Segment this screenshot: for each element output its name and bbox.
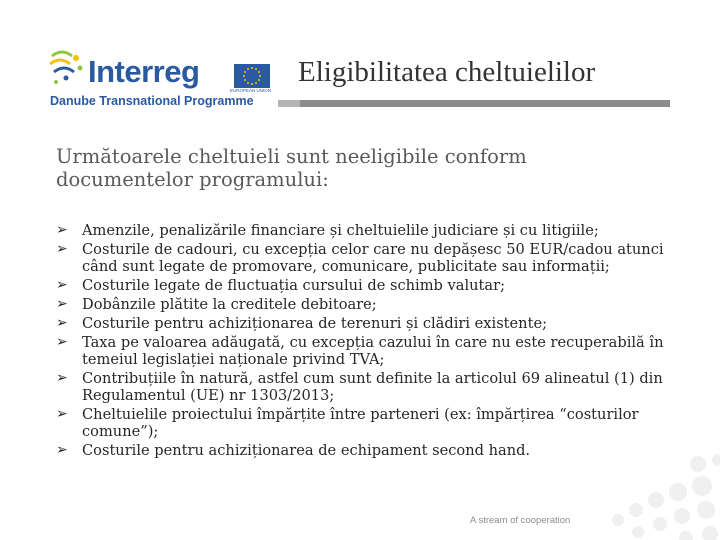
list-item-text: Cheltuielile proiectului împărțite între parteneri (ex: împărțirea “costurilor comune”); <box>82 405 639 441</box>
intro-text: Următoarele cheltuieli sunt neeligibile conform documentelor programului: <box>56 145 527 191</box>
list-item <box>56 370 696 404</box>
decorative-dots <box>578 450 720 540</box>
title-underline-dark <box>300 100 670 107</box>
arrowhead-bullet-icon: ➢ <box>56 240 68 257</box>
list-item-text: Costurile de cadouri, cu excepția celor care nu depășesc 50 EUR/cadou atunci când sunt legate de promovare, comunicare, publicitate sau informații; <box>82 240 664 276</box>
slide-title: Eligibilitatea cheltuielilor <box>298 56 596 88</box>
list-item-text: Dobânzile plătite la creditele debitoare; <box>82 295 377 313</box>
footer-tagline: A stream of cooperation <box>470 515 571 526</box>
list-item <box>56 241 696 275</box>
list-item-text: Taxa pe valoarea adăugată, cu excepția cazului în care nu este recuperabilă în temeiul legislației naționale privind TVA; <box>82 333 664 368</box>
arrowhead-bullet-icon: ➢ <box>56 405 68 422</box>
title-underline-light <box>278 100 300 107</box>
list-item <box>56 222 696 239</box>
title-underline <box>278 100 670 107</box>
arrowhead-bullet-icon: ➢ <box>56 441 68 458</box>
list-item-text: Costurile pentru achiziționarea de terenuri și clădiri existente; <box>82 314 547 332</box>
eu-flag-icon <box>234 64 270 88</box>
list-item-text: Costurile legate de fluctuația cursului de schimb valutar; <box>82 276 505 294</box>
interreg-swirl-icon <box>46 44 90 90</box>
list-item-text: Contribuțiile în natură, astfel cum sunt definite la articolul 69 alineatul (1) din Regulamentul (UE) nr 1303/2013; <box>82 369 663 404</box>
arrowhead-bullet-icon: ➢ <box>56 276 68 293</box>
list-item-text: Amenzile, penalizările financiare și cheltuielile judiciare și cu litigiile; <box>82 222 599 239</box>
arrowhead-bullet-icon: ➢ <box>56 295 68 312</box>
arrowhead-bullet-icon: ➢ <box>56 369 68 386</box>
logo-programme-name: Danube Transnational Programme <box>50 94 254 108</box>
list-item-text: Costurile pentru achiziționarea de echipament second hand. <box>82 441 531 459</box>
eu-caption: EUROPEAN UNION <box>230 88 272 93</box>
interreg-logo <box>46 44 272 114</box>
arrowhead-bullet-icon: ➢ <box>56 333 68 350</box>
list-item <box>56 315 696 332</box>
list-item <box>56 296 696 313</box>
list-item <box>56 277 696 294</box>
ineligible-costs-list <box>56 222 696 461</box>
logo-brand-name: Interreg <box>88 54 200 89</box>
arrowhead-bullet-icon: ➢ <box>56 222 68 238</box>
list-item <box>56 406 696 440</box>
arrowhead-bullet-icon: ➢ <box>56 314 68 331</box>
list-item <box>56 334 696 368</box>
